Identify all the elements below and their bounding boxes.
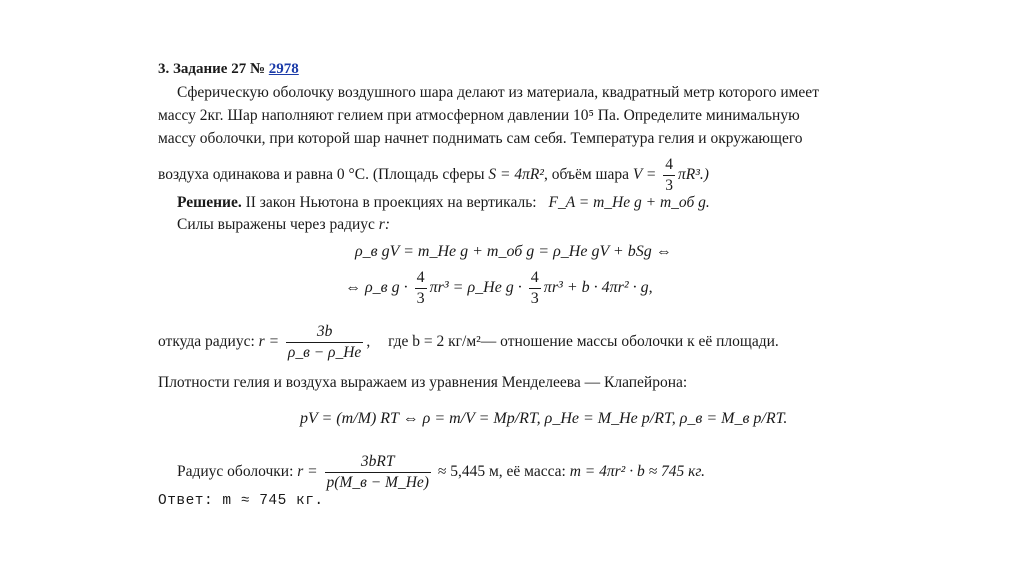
- equation-2: [345, 268, 653, 309]
- eq2-part-b: πr³ = ρ_He g ·: [429, 279, 522, 297]
- task-line-4-mid: , объём шара: [543, 166, 629, 184]
- volume-fraction: [663, 155, 675, 196]
- task-header: [158, 61, 299, 78]
- equation-1: ρ_в gV = m_He g + m_об g = ρ_He gV + bSg ⇔: [355, 243, 672, 260]
- eq2-frac1-den: 3: [416, 290, 425, 307]
- where-text: где b = 2 кг/м²— отношение массы оболочки к её площади.: [388, 333, 779, 351]
- mass-equation: m = 4πr² · b ≈ 745 кг.: [569, 463, 706, 481]
- task-line-4: [158, 155, 709, 196]
- radius-var: r:: [378, 216, 390, 233]
- solution-line-2: [177, 214, 390, 236]
- volume-rest: πR³.): [678, 166, 709, 184]
- task-line-3: массу оболочки, при которой шар начнет поднимать сам себя. Температура гелия и окружающего: [158, 130, 803, 147]
- eq2-part-a: ⇔ ρ_в g ·: [345, 279, 408, 297]
- r-lhs: r =: [258, 333, 280, 351]
- solution-line-1: [177, 192, 710, 214]
- volume-frac-num: 4: [665, 156, 674, 173]
- answer-value: m ≈ 745 кг.: [222, 493, 324, 509]
- task-number-label: 3. Задание 27 №: [158, 61, 266, 77]
- solution-text-2: Силы выражены через радиус: [177, 216, 375, 233]
- pv-equation: pV = (m/M) RT ⇔ ρ = m/V = Mp/RT, ρ_He = M_He p/RT, ρ_в = M_в p/RT.: [300, 410, 788, 427]
- r-fraction: [286, 322, 363, 363]
- solution-text-1: II закон Ньютона в проекциях на вертикаль:: [245, 194, 537, 211]
- volume-lhs: V =: [632, 166, 657, 184]
- r-frac-den: ρ_в − ρ_He: [287, 344, 362, 361]
- radius-frac-den: p(M_в − M_He): [326, 474, 429, 491]
- eq2-part-c: πr³ + b · 4πr² · g,: [543, 279, 653, 297]
- solution-label: Решение.: [177, 194, 242, 211]
- radius-value: ≈ 5,445 м, её масса:: [437, 463, 566, 481]
- radius-result-line: [177, 452, 705, 493]
- radius-label: Радиус оболочки:: [177, 463, 294, 481]
- eq2-fraction-2: [529, 268, 541, 309]
- task-id-link[interactable]: 2978: [268, 61, 299, 77]
- task-line-1: Сферическую оболочку воздушного шара делают из материала, квадратный метр которого имеет: [177, 84, 819, 101]
- sphere-area-formula: S = 4πR²: [488, 166, 544, 184]
- eq2-frac1-num: 4: [416, 269, 425, 286]
- radius-fraction: [325, 452, 431, 493]
- radius-frac-num: 3bRT: [360, 453, 395, 470]
- task-line-2: массу 2кг. Шар наполняют гелием при атмосферном давлении 10⁵ Па. Определите минимальную: [158, 107, 800, 124]
- answer-line: [158, 493, 324, 509]
- eq2-fraction-1: [415, 268, 427, 309]
- radius-r: r =: [297, 463, 318, 481]
- eq2-frac2-num: 4: [530, 269, 539, 286]
- radius-line: откуда радиус: r = $\frac{3b}{\rho\_в - \rho\_He}$ , где b = 2 кг/м²— отношение массы оболочки к её площади.: [158, 323, 779, 361]
- task-line-4-start: воздуха одинакова и равна 0 °С. (Площадь сферы: [158, 166, 485, 184]
- volume-frac-den: 3: [665, 177, 674, 194]
- newton-formula: F_A = m_He g + m_об g.: [548, 194, 710, 211]
- answer-label: Ответ:: [158, 493, 214, 509]
- density-intro: Плотности гелия и воздуха выражаем из уравнения Менделеева — Клапейрона:: [158, 374, 688, 391]
- eq2-frac2-den: 3: [530, 290, 539, 307]
- r-frac-num: 3b: [316, 323, 333, 340]
- whence-label: откуда радиус:: [158, 333, 255, 351]
